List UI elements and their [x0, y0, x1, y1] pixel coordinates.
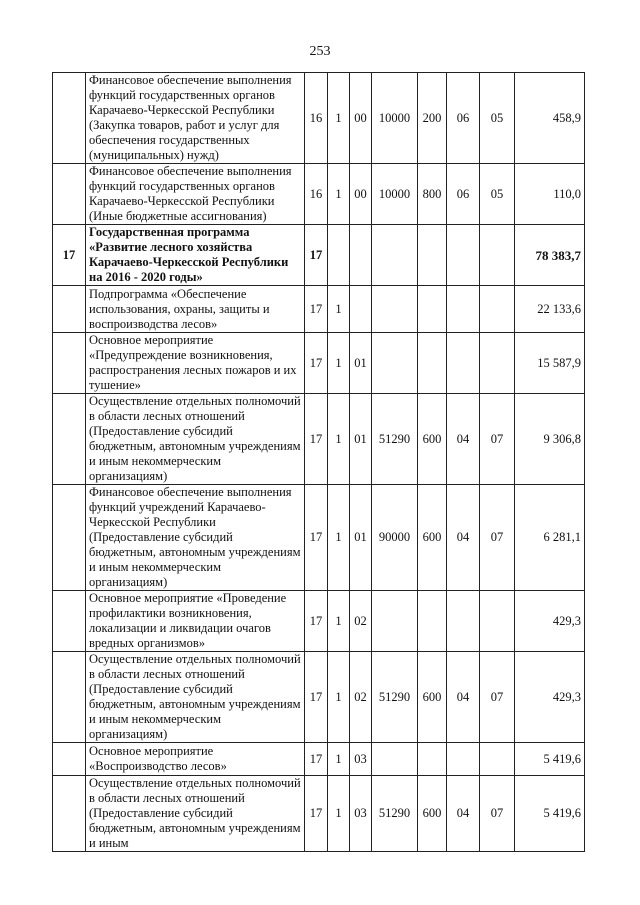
subsection-code-cell: 07	[480, 652, 515, 743]
direction-code-cell: 90000	[372, 485, 418, 591]
subsection-code-cell: 05	[480, 164, 515, 225]
row-number-cell	[53, 743, 86, 776]
expense-type-code-cell: 800	[418, 164, 447, 225]
subprogram-code-cell: 1	[328, 743, 350, 776]
direction-code-cell	[372, 333, 418, 394]
subprogram-code-cell: 1	[328, 164, 350, 225]
direction-code-cell	[372, 743, 418, 776]
table-row	[53, 225, 585, 286]
item-name-cell: Государственная программа «Развитие лесного хозяйства Карачаево-Черкесской Республики на 2016 - 2020 годы»	[86, 225, 305, 286]
item-name-cell: Осуществление отдельных полномочий в области лесных отношений (Предоставление субсидий бюджетным, автономным учреждениям и иным	[86, 776, 305, 852]
table-row	[53, 485, 585, 591]
table-row	[53, 164, 585, 225]
amount-cell: 5 419,6	[515, 743, 585, 776]
row-number-cell	[53, 485, 86, 591]
direction-code-cell: 10000	[372, 164, 418, 225]
amount-cell: 9 306,8	[515, 394, 585, 485]
direction-code-cell	[372, 591, 418, 652]
row-number-cell	[53, 394, 86, 485]
amount-cell: 15 587,9	[515, 333, 585, 394]
subsection-code-cell: 07	[480, 394, 515, 485]
program-code-cell: 17	[305, 394, 328, 485]
subprogram-code-cell: 1	[328, 776, 350, 852]
subsection-code-cell	[480, 591, 515, 652]
section-code-cell: 04	[447, 485, 480, 591]
budget-table	[52, 72, 585, 852]
item-name-cell: Основное мероприятие «Проведение профилактики возникновения, локализации и ликвидации очагов вредных организмов»	[86, 591, 305, 652]
amount-cell: 429,3	[515, 591, 585, 652]
amount-cell: 5 419,6	[515, 776, 585, 852]
subprogram-code-cell: 1	[328, 652, 350, 743]
table-body	[53, 73, 585, 852]
table-row	[53, 652, 585, 743]
program-code-cell: 17	[305, 776, 328, 852]
table-row	[53, 776, 585, 852]
expense-type-code-cell: 600	[418, 394, 447, 485]
main-activity-code-cell	[350, 286, 372, 333]
subsection-code-cell	[480, 743, 515, 776]
expense-type-code-cell	[418, 743, 447, 776]
amount-cell: 22 133,6	[515, 286, 585, 333]
direction-code-cell: 51290	[372, 652, 418, 743]
row-number-cell	[53, 776, 86, 852]
row-number-cell	[53, 652, 86, 743]
section-code-cell: 04	[447, 394, 480, 485]
amount-cell: 6 281,1	[515, 485, 585, 591]
main-activity-code-cell: 03	[350, 776, 372, 852]
main-activity-code-cell	[350, 225, 372, 286]
row-number-cell	[53, 73, 86, 164]
subprogram-code-cell: 1	[328, 73, 350, 164]
expense-type-code-cell: 600	[418, 485, 447, 591]
item-name-cell: Осуществление отдельных полномочий в области лесных отношений (Предоставление субсидий бюджетным, автономным учреждениям и иным некоммерческим организациям)	[86, 394, 305, 485]
subsection-code-cell: 07	[480, 485, 515, 591]
amount-cell: 429,3	[515, 652, 585, 743]
section-code-cell: 06	[447, 73, 480, 164]
program-code-cell: 16	[305, 73, 328, 164]
expense-type-code-cell: 600	[418, 776, 447, 852]
subprogram-code-cell: 1	[328, 286, 350, 333]
expense-type-code-cell: 600	[418, 652, 447, 743]
subprogram-code-cell: 1	[328, 394, 350, 485]
subsection-code-cell: 05	[480, 73, 515, 164]
program-code-cell: 17	[305, 286, 328, 333]
expense-type-code-cell	[418, 591, 447, 652]
amount-cell: 78 383,7	[515, 225, 585, 286]
section-code-cell: 04	[447, 652, 480, 743]
subprogram-code-cell: 1	[328, 485, 350, 591]
subsection-code-cell: 07	[480, 776, 515, 852]
item-name-cell: Подпрограмма «Обеспечение использования, охраны, защиты и воспроизводства лесов»	[86, 286, 305, 333]
main-activity-code-cell: 01	[350, 485, 372, 591]
item-name-cell: Основное мероприятие «Воспроизводство лесов»	[86, 743, 305, 776]
section-code-cell: 04	[447, 776, 480, 852]
subprogram-code-cell: 1	[328, 591, 350, 652]
row-number-cell	[53, 286, 86, 333]
subsection-code-cell	[480, 225, 515, 286]
main-activity-code-cell: 01	[350, 394, 372, 485]
program-code-cell: 17	[305, 743, 328, 776]
subsection-code-cell	[480, 333, 515, 394]
amount-cell: 110,0	[515, 164, 585, 225]
table-row	[53, 743, 585, 776]
expense-type-code-cell	[418, 225, 447, 286]
row-number-cell	[53, 164, 86, 225]
item-name-cell: Финансовое обеспечение выполнения функций государственных органов Карачаево-Черкесской Республики (Иные бюджетные ассигнования)	[86, 164, 305, 225]
row-number-cell	[53, 333, 86, 394]
item-name-cell: Финансовое обеспечение выполнения функций учреждений Карачаево-Черкесской Республики (Предоставление субсидий бюджетным, автономным учреждениям и иным некоммерческим организациям)	[86, 485, 305, 591]
direction-code-cell	[372, 286, 418, 333]
item-name-cell: Основное мероприятие «Предупреждение возникновения, распространения лесных пожаров и их тушение»	[86, 333, 305, 394]
direction-code-cell: 51290	[372, 394, 418, 485]
main-activity-code-cell: 00	[350, 73, 372, 164]
row-number-cell: 17	[53, 225, 86, 286]
program-code-cell: 17	[305, 652, 328, 743]
page-number: 253	[309, 44, 331, 59]
section-code-cell	[447, 743, 480, 776]
expense-type-code-cell	[418, 286, 447, 333]
main-activity-code-cell: 00	[350, 164, 372, 225]
table-row	[53, 591, 585, 652]
table-row	[53, 286, 585, 333]
main-activity-code-cell: 02	[350, 591, 372, 652]
program-code-cell: 17	[305, 333, 328, 394]
section-code-cell	[447, 591, 480, 652]
item-name-cell: Осуществление отдельных полномочий в области лесных отношений (Предоставление субсидий бюджетным, автономным учреждениям и иным некоммерческим организациям)	[86, 652, 305, 743]
subprogram-code-cell	[328, 225, 350, 286]
program-code-cell: 17	[305, 591, 328, 652]
expense-type-code-cell: 200	[418, 73, 447, 164]
item-name-cell: Финансовое обеспечение выполнения функций государственных органов Карачаево-Черкесской Республики (Закупка товаров, работ и услуг для обеспечения государственных (муниципальных) нужд)	[86, 73, 305, 164]
direction-code-cell	[372, 225, 418, 286]
section-code-cell	[447, 225, 480, 286]
program-code-cell: 16	[305, 164, 328, 225]
section-code-cell	[447, 286, 480, 333]
table-row	[53, 394, 585, 485]
direction-code-cell: 10000	[372, 73, 418, 164]
row-number-cell	[53, 591, 86, 652]
main-activity-code-cell: 03	[350, 743, 372, 776]
subprogram-code-cell: 1	[328, 333, 350, 394]
table-row	[53, 333, 585, 394]
program-code-cell: 17	[305, 485, 328, 591]
amount-cell: 458,9	[515, 73, 585, 164]
expense-type-code-cell	[418, 333, 447, 394]
section-code-cell: 06	[447, 164, 480, 225]
section-code-cell	[447, 333, 480, 394]
main-activity-code-cell: 01	[350, 333, 372, 394]
program-code-cell: 17	[305, 225, 328, 286]
table-row	[53, 73, 585, 164]
subsection-code-cell	[480, 286, 515, 333]
main-activity-code-cell: 02	[350, 652, 372, 743]
direction-code-cell: 51290	[372, 776, 418, 852]
